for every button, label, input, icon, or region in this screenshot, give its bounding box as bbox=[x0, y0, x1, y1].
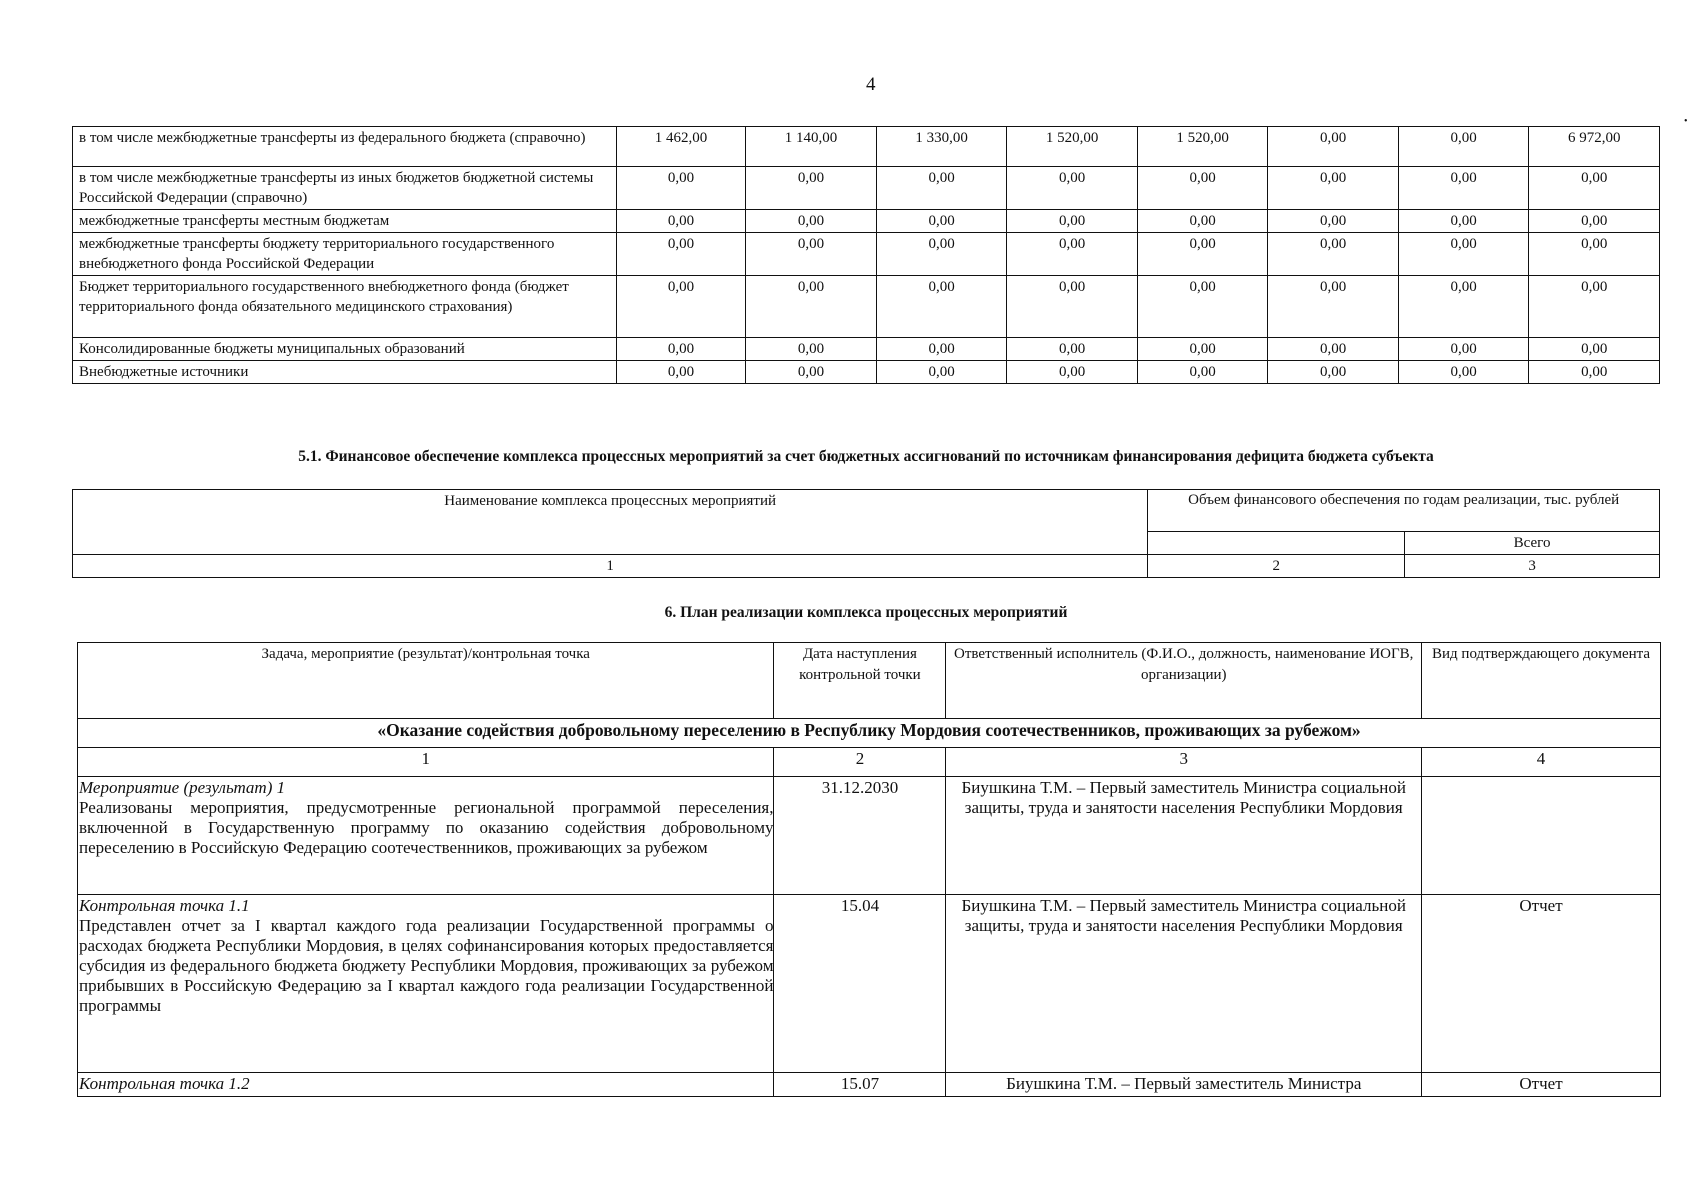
budget-value-cell: 0,00 bbox=[1398, 276, 1528, 338]
plan-doc-cell: Отчет bbox=[1422, 895, 1661, 1073]
budget-value-cell: 0,00 bbox=[1529, 210, 1660, 233]
budget-value-cell: 1 520,00 bbox=[1137, 127, 1268, 167]
plan-row bbox=[78, 1073, 1661, 1097]
budget-value-cell: 0,00 bbox=[1398, 167, 1528, 210]
budget-table bbox=[72, 126, 1660, 384]
budget-value-cell: 0,00 bbox=[1398, 127, 1528, 167]
budget-value-cell: 0,00 bbox=[1007, 233, 1138, 276]
group-title: «Оказание содействия добровольному переселению в Республику Мордовия соотечественников, проживающих за рубежом» bbox=[78, 719, 1661, 748]
budget-row-label: в том числе межбюджетные трансферты из иных бюджетов бюджетной системы Российской Федерации (справочно) bbox=[73, 167, 617, 210]
budget-value-cell: 0,00 bbox=[1529, 233, 1660, 276]
section-5-1-table bbox=[72, 489, 1660, 578]
plan-table bbox=[77, 642, 1661, 1097]
budget-value-cell: 0,00 bbox=[876, 361, 1007, 384]
num-cell: 1 bbox=[73, 555, 1148, 578]
plan-task-kind: Контрольная точка 1.1 bbox=[79, 896, 250, 915]
budget-row bbox=[73, 338, 1660, 361]
budget-value-cell: 0,00 bbox=[616, 361, 746, 384]
budget-value-cell: 0,00 bbox=[746, 338, 877, 361]
budget-value-cell: 1 330,00 bbox=[876, 127, 1007, 167]
num-cell: 3 bbox=[1405, 555, 1660, 578]
budget-value-cell: 6 972,00 bbox=[1529, 127, 1660, 167]
budget-value-cell: 0,00 bbox=[616, 167, 746, 210]
plan-doc-cell bbox=[1422, 777, 1661, 895]
budget-value-cell: 0,00 bbox=[1268, 233, 1398, 276]
budget-value-cell: 0,00 bbox=[1268, 361, 1398, 384]
plan-task-cell bbox=[78, 1073, 774, 1097]
budget-value-cell: 0,00 bbox=[1529, 338, 1660, 361]
budget-value-cell: 0,00 bbox=[746, 233, 877, 276]
budget-value-cell: 1 520,00 bbox=[1007, 127, 1138, 167]
budget-value-cell: 0,00 bbox=[746, 167, 877, 210]
num-cell: 2 bbox=[774, 748, 946, 777]
budget-value-cell: 0,00 bbox=[616, 276, 746, 338]
budget-value-cell: 0,00 bbox=[1007, 338, 1138, 361]
budget-value-cell: 0,00 bbox=[1268, 338, 1398, 361]
budget-row-label: Консолидированные бюджеты муниципальных образований bbox=[73, 338, 617, 361]
section-6-title: 6. План реализации комплекса процессных мероприятий bbox=[664, 604, 1068, 621]
plan-task-kind: Мероприятие (результат) 1 bbox=[79, 778, 286, 797]
budget-value-cell: 0,00 bbox=[1529, 167, 1660, 210]
budget-value-cell: 0,00 bbox=[876, 167, 1007, 210]
section-5-1-title: 5.1. Финансовое обеспечение комплекса процессных мероприятий за счет бюджетных ассигнований по источникам финансирования дефицита бюджета субъекта bbox=[298, 448, 1434, 465]
budget-value-cell: 0,00 bbox=[1137, 276, 1268, 338]
budget-value-cell: 0,00 bbox=[1268, 167, 1398, 210]
plan-executor-cell: Биушкина Т.М. – Первый заместитель Министра bbox=[946, 1073, 1422, 1097]
budget-row-label: в том числе межбюджетные трансферты из федерального бюджета (справочно) bbox=[73, 127, 617, 167]
budget-row bbox=[73, 361, 1660, 384]
plan-task-text: Представлен отчет за I квартал каждого года реализации Государственной программы о расходах бюджета Республики Мордовия, в целях софинансирования которых предоставляется субсидия из федерального бюджета бюджету Республики Мордовия, проживающих за рубежом прибывших в Российскую Федерацию за I квартал каждого года реализации Государственной программы bbox=[79, 916, 774, 1015]
budget-value-cell: 0,00 bbox=[616, 233, 746, 276]
budget-value-cell: 0,00 bbox=[616, 210, 746, 233]
budget-row bbox=[73, 127, 1660, 167]
budget-value-cell: 0,00 bbox=[746, 210, 877, 233]
budget-value-cell: 0,00 bbox=[1007, 361, 1138, 384]
plan-executor-cell: Биушкина Т.М. – Первый заместитель Министра социальной защиты, труда и занятости населения Республики Мордовия bbox=[946, 895, 1422, 1073]
budget-value-cell: 0,00 bbox=[876, 233, 1007, 276]
col-name-header: Наименование комплекса процессных мероприятий bbox=[73, 490, 1148, 555]
plan-doc-cell: Отчет bbox=[1422, 1073, 1661, 1097]
plan-task-text: Реализованы мероприятия, предусмотренные региональной программой переселения, включенной в Государственную программу по оказанию содействия добровольному переселению в Российскую Федерацию соотечественников, проживающих за рубежом bbox=[79, 798, 774, 857]
date-header: Дата наступления контрольной точки bbox=[774, 643, 946, 719]
budget-row-label: Бюджет территориального государственного внебюджетного фонда (бюджет территориального фонда обязательного медицинского страхования) bbox=[73, 276, 617, 338]
budget-value-cell: 0,00 bbox=[1137, 233, 1268, 276]
plan-row bbox=[78, 895, 1661, 1073]
budget-value-cell: 0,00 bbox=[1007, 210, 1138, 233]
task-header: Задача, мероприятие (результат)/контрольная точка bbox=[78, 643, 774, 719]
budget-value-cell: 0,00 bbox=[1137, 167, 1268, 210]
budget-row bbox=[73, 276, 1660, 338]
budget-value-cell: 0,00 bbox=[1007, 276, 1138, 338]
budget-value-cell: 0,00 bbox=[1268, 210, 1398, 233]
budget-value-cell: 0,00 bbox=[746, 276, 877, 338]
budget-value-cell: 1 462,00 bbox=[616, 127, 746, 167]
budget-value-cell: 0,00 bbox=[1137, 361, 1268, 384]
plan-row bbox=[78, 777, 1661, 895]
budget-row bbox=[73, 233, 1660, 276]
budget-value-cell: 0,00 bbox=[616, 338, 746, 361]
plan-task-kind: Контрольная точка 1.2 bbox=[79, 1074, 250, 1093]
budget-value-cell: 0,00 bbox=[1529, 276, 1660, 338]
budget-value-cell: 0,00 bbox=[1398, 361, 1528, 384]
budget-value-cell: 0,00 bbox=[1529, 361, 1660, 384]
budget-row bbox=[73, 210, 1660, 233]
budget-value-cell: 0,00 bbox=[1007, 167, 1138, 210]
executor-header: Ответственный исполнитель (Ф.И.О., должность, наименование ИОГВ, организации) bbox=[946, 643, 1422, 719]
budget-value-cell: 0,00 bbox=[876, 276, 1007, 338]
budget-row-label: межбюджетные трансферты бюджету территориального государственного внебюджетного фонда Российской Федерации bbox=[73, 233, 617, 276]
num-cell: 1 bbox=[78, 748, 774, 777]
budget-value-cell: 1 140,00 bbox=[746, 127, 877, 167]
budget-value-cell: 0,00 bbox=[1268, 127, 1398, 167]
col-total-header: Всего bbox=[1405, 532, 1660, 555]
budget-value-cell: 0,00 bbox=[746, 361, 877, 384]
budget-value-cell: 0,00 bbox=[1137, 338, 1268, 361]
budget-value-cell: 0,00 bbox=[876, 338, 1007, 361]
plan-date-cell: 15.04 bbox=[774, 895, 946, 1073]
num-cell: 4 bbox=[1422, 748, 1661, 777]
num-cell: 3 bbox=[946, 748, 1422, 777]
plan-executor-cell: Биушкина Т.М. – Первый заместитель Министра социальной защиты, труда и занятости населения Республики Мордовия bbox=[946, 777, 1422, 895]
budget-value-cell: 0,00 bbox=[876, 210, 1007, 233]
plan-date-cell: 31.12.2030 bbox=[774, 777, 946, 895]
scan-speck: • bbox=[1684, 116, 1688, 127]
budget-row-label: Внебюджетные источники bbox=[73, 361, 617, 384]
plan-task-cell bbox=[78, 895, 774, 1073]
page-number: 4 bbox=[866, 74, 876, 95]
budget-value-cell: 0,00 bbox=[1398, 210, 1528, 233]
col-volume-header: Объем финансового обеспечения по годам реализации, тыс. рублей bbox=[1148, 490, 1660, 532]
budget-value-cell: 0,00 bbox=[1398, 338, 1528, 361]
num-cell: 2 bbox=[1148, 555, 1405, 578]
doc-header: Вид подтверждающего документа bbox=[1422, 643, 1661, 719]
budget-value-cell: 0,00 bbox=[1137, 210, 1268, 233]
year-blank-cell bbox=[1148, 532, 1405, 555]
budget-row bbox=[73, 167, 1660, 210]
plan-date-cell: 15.07 bbox=[774, 1073, 946, 1097]
budget-value-cell: 0,00 bbox=[1268, 276, 1398, 338]
plan-task-cell bbox=[78, 777, 774, 895]
budget-row-label: межбюджетные трансферты местным бюджетам bbox=[73, 210, 617, 233]
budget-value-cell: 0,00 bbox=[1398, 233, 1528, 276]
